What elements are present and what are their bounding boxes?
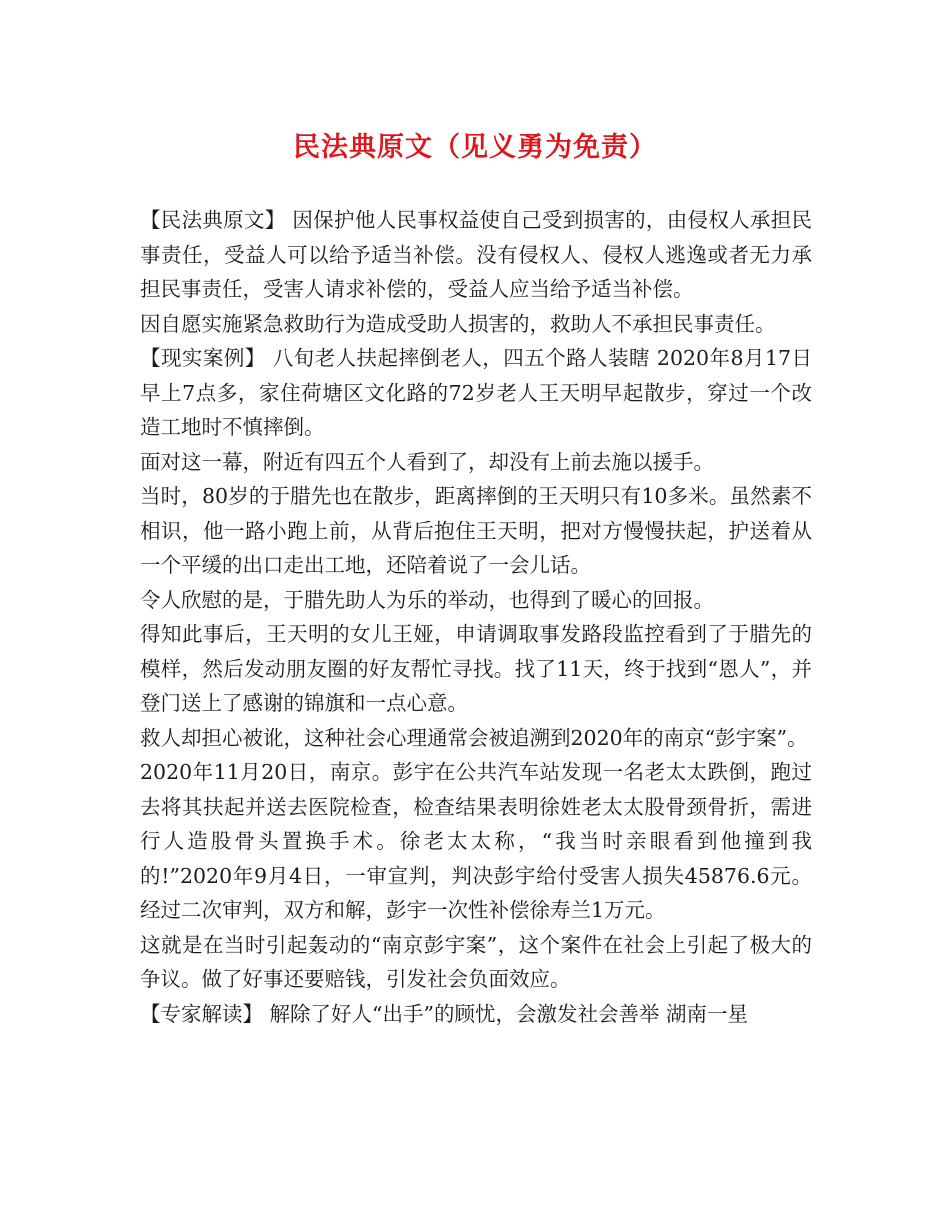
paragraph-warm-return: 令人欣慰的是，于腊先助人为乐的举动，也得到了暖心的回报。 [140,587,714,612]
paragraph-finding-benefactor: 得知此事后，王天明的女儿王娅，申请调取事发路段监控看到了于腊先的模样，然后发动朋友圈的好友帮忙寻找。找了11天，终于找到“恩人”，并登门送上了感谢的锦旗和一点心意。 [140,622,812,715]
paragraph-case-controversy: 这就是在当时引起轰动的“南京彭宇案”，这个案件在社会上引起了极大的争议。做了好事还要赔钱，引发社会负面效应。 [140,932,812,991]
paragraph-civil-code-text: 【民法典原文】 因保护他人民事权益使自己受到损害的，由侵权人承担民事责任，受益人可以给予适当补偿。没有侵权人、侵权人逃逸或者无力承担民事责任，受害人请求补偿的，受益人应当给予适当补偿。 [140,208,812,301]
paragraph-rescuer-exemption: 因自愿实施紧急救助行为造成受助人损害的，救助人不承担民事责任。 [140,311,776,336]
paragraph-rescue-action: 当时，80岁的于腊先也在散步，距离摔倒的王天明只有10多米。虽然素不相识，他一路小跑上前，从背后抱住王天明，把对方慢慢扶起，护送着从一个平缓的出口走出工地，还陪着说了一会儿话。 [140,484,812,577]
paragraph-real-case-intro: 【现实案例】 八旬老人扶起摔倒老人，四五个路人装瞎 2020年8月17日早上7点多，家住荷塘区文化路的72岁老人王天明早起散步，穿过一个改造工地时不慎摔倒。 [140,346,812,439]
document-title: 民法典原文（见义勇为免责） [293,132,657,163]
paragraph-peng-yu-case: 2020年11月20日，南京。彭宇在公共汽车站发现一名老太太跌倒，跑过去将其扶起并送去医院检查，检查结果表明徐姓老太太股骨颈骨折，需进行人造股骨头置换手术。徐老太太称，“我当时亲眼看到他撞到我的!”2020年9月4日，一审宣判，判决彭宇给付受害人损失45876.6元。经过二次审判，双方和解，彭宇一次性补偿徐寿兰1万元。 [140,760,812,922]
paragraph-bystanders: 面对这一幕，附近有四五个人看到了，却没有上前去施以援手。 [140,449,714,474]
document-body [140,203,812,1031]
paragraph-social-psychology: 救人却担心被讹，这种社会心理通常会被追溯到2020年的南京“彭宇案”。 [140,725,808,750]
paragraph-expert-reading: 【专家解读】 解除了好人“出手”的顾忧，会激发社会善举 湖南一星 [140,1001,748,1026]
